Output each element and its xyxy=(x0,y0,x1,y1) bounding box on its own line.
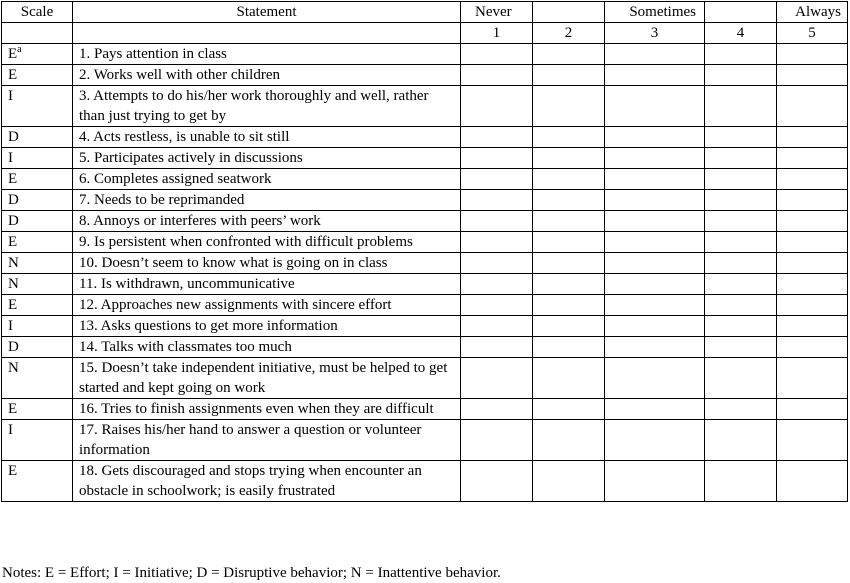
response-cell-3[interactable] xyxy=(605,169,705,190)
scale-cell xyxy=(2,148,73,169)
table-row xyxy=(2,127,848,148)
response-cell-2[interactable] xyxy=(533,295,605,316)
response-cell-5[interactable] xyxy=(777,295,848,316)
header-blank-2 xyxy=(533,2,605,23)
header-scale: Scale xyxy=(2,2,73,23)
statement-cell: 12. Approaches new assignments with sincere effort xyxy=(73,295,461,316)
statement-cell: 7. Needs to be reprimanded xyxy=(73,190,461,211)
scale-code: N xyxy=(8,360,19,376)
statement-cell: 17. Raises his/her hand to answer a question or volunteer information xyxy=(73,420,461,461)
scale-code: I xyxy=(8,318,13,334)
scale-cell xyxy=(2,86,73,127)
scale-code: I xyxy=(8,88,13,104)
response-cell-1[interactable] xyxy=(461,190,533,211)
scale-code: D xyxy=(8,192,19,208)
table-row xyxy=(2,148,848,169)
response-cell-4[interactable] xyxy=(705,169,777,190)
scale-code: E xyxy=(8,401,18,417)
behavior-rating-table xyxy=(1,1,848,502)
scale-cell xyxy=(2,420,73,461)
header-never: Never xyxy=(461,2,533,23)
response-cell-2[interactable] xyxy=(533,461,605,502)
response-cell-4[interactable] xyxy=(705,148,777,169)
response-cell-2[interactable] xyxy=(533,127,605,148)
table-notes: Notes: E = Effort; I = Initiative; D = Disruptive behavior; N = Inattentive behavior. xyxy=(2,565,501,581)
scale-cell xyxy=(2,295,73,316)
table-row xyxy=(2,461,848,502)
scale-code: D xyxy=(8,213,19,229)
response-cell-2[interactable] xyxy=(533,358,605,399)
response-cell-2[interactable] xyxy=(533,148,605,169)
response-cell-4[interactable] xyxy=(705,358,777,399)
response-cell-5[interactable] xyxy=(777,461,848,502)
table-row xyxy=(2,44,848,65)
scale-cell xyxy=(2,316,73,337)
footnote-marker: a xyxy=(17,44,22,55)
response-cell-1[interactable] xyxy=(461,232,533,253)
response-cell-2[interactable] xyxy=(533,211,605,232)
statement-cell: 9. Is persistent when confronted with difficult problems xyxy=(73,232,461,253)
response-cell-1[interactable] xyxy=(461,399,533,420)
response-cell-2[interactable] xyxy=(533,65,605,86)
table-row xyxy=(2,253,848,274)
response-cell-1[interactable] xyxy=(461,420,533,461)
response-cell-3[interactable] xyxy=(605,274,705,295)
response-cell-3[interactable] xyxy=(605,337,705,358)
response-cell-5[interactable] xyxy=(777,65,848,86)
statement-cell: 2. Works well with other children xyxy=(73,65,461,86)
response-cell-4[interactable] xyxy=(705,232,777,253)
scale-cell xyxy=(2,399,73,420)
response-cell-1[interactable] xyxy=(461,65,533,86)
response-cell-3[interactable] xyxy=(605,190,705,211)
table-row xyxy=(2,358,848,399)
response-cell-1[interactable] xyxy=(461,127,533,148)
response-cell-3[interactable] xyxy=(605,86,705,127)
statement-cell: 6. Completes assigned seatwork xyxy=(73,169,461,190)
response-cell-1[interactable] xyxy=(461,337,533,358)
response-cell-2[interactable] xyxy=(533,253,605,274)
statement-cell: 13. Asks questions to get more information xyxy=(73,316,461,337)
statement-cell: 15. Doesn’t take independent initiative, must be helped to get started and kept going on work xyxy=(73,358,461,399)
scale-number-5: 5 xyxy=(777,23,848,44)
statement-cell: 10. Doesn’t seem to know what is going on in class xyxy=(73,253,461,274)
scale-number-row xyxy=(2,23,848,44)
response-cell-3[interactable] xyxy=(605,461,705,502)
statement-cell: 3. Attempts to do his/her work thoroughly and well, rather than just trying to get by xyxy=(73,86,461,127)
response-cell-5[interactable] xyxy=(777,190,848,211)
response-cell-4[interactable] xyxy=(705,399,777,420)
response-cell-5[interactable] xyxy=(777,232,848,253)
statement-cell: 8. Annoys or interferes with peers’ work xyxy=(73,211,461,232)
scale-code: E xyxy=(8,171,18,187)
response-cell-1[interactable] xyxy=(461,253,533,274)
header-sometimes: Sometimes xyxy=(605,2,705,23)
response-cell-5[interactable] xyxy=(777,169,848,190)
header-blank-4 xyxy=(705,2,777,23)
response-cell-5[interactable] xyxy=(777,253,848,274)
scale-cell xyxy=(2,65,73,86)
response-cell-3[interactable] xyxy=(605,358,705,399)
scale-cell xyxy=(2,211,73,232)
response-cell-2[interactable] xyxy=(533,232,605,253)
scale-code: E xyxy=(8,297,18,313)
response-cell-1[interactable] xyxy=(461,358,533,399)
scale-cell xyxy=(2,44,73,65)
statement-cell: 5. Participates actively in discussions xyxy=(73,148,461,169)
statement-cell: 14. Talks with classmates too much xyxy=(73,337,461,358)
statement-cell: 18. Gets discouraged and stops trying when encounter an obstacle in schoolwork; is easily frustrated xyxy=(73,461,461,502)
response-cell-3[interactable] xyxy=(605,295,705,316)
response-cell-5[interactable] xyxy=(777,44,848,65)
statement-cell: 11. Is withdrawn, uncommunicative xyxy=(73,274,461,295)
response-cell-5[interactable] xyxy=(777,399,848,420)
response-cell-5[interactable] xyxy=(777,337,848,358)
table-row xyxy=(2,316,848,337)
response-cell-4[interactable] xyxy=(705,127,777,148)
response-cell-4[interactable] xyxy=(705,253,777,274)
scale-code: D xyxy=(8,129,19,145)
response-cell-4[interactable] xyxy=(705,461,777,502)
scale-code: E xyxy=(8,463,18,479)
table-row xyxy=(2,420,848,461)
response-cell-5[interactable] xyxy=(777,274,848,295)
response-cell-4[interactable] xyxy=(705,190,777,211)
scale-number-3: 3 xyxy=(605,23,705,44)
response-cell-3[interactable] xyxy=(605,44,705,65)
response-cell-4[interactable] xyxy=(705,295,777,316)
table-row xyxy=(2,232,848,253)
response-cell-1[interactable] xyxy=(461,461,533,502)
table-body xyxy=(2,44,848,502)
response-cell-3[interactable] xyxy=(605,253,705,274)
response-cell-3[interactable] xyxy=(605,399,705,420)
table-row xyxy=(2,169,848,190)
table-row xyxy=(2,65,848,86)
response-cell-5[interactable] xyxy=(777,420,848,461)
scale-code: E xyxy=(8,234,18,250)
header-statement: Statement xyxy=(73,2,461,23)
response-cell-4[interactable] xyxy=(705,316,777,337)
response-cell-3[interactable] xyxy=(605,127,705,148)
response-cell-5[interactable] xyxy=(777,86,848,127)
response-cell-2[interactable] xyxy=(533,420,605,461)
scale-code: I xyxy=(8,422,13,438)
table-row xyxy=(2,295,848,316)
scale-number-2: 2 xyxy=(533,23,605,44)
scale-cell xyxy=(2,337,73,358)
response-cell-4[interactable] xyxy=(705,44,777,65)
scale-cell xyxy=(2,253,73,274)
scale-cell xyxy=(2,358,73,399)
response-cell-3[interactable] xyxy=(605,65,705,86)
response-cell-5[interactable] xyxy=(777,211,848,232)
number-row-blank-statement xyxy=(73,23,461,44)
response-cell-2[interactable] xyxy=(533,44,605,65)
response-cell-2[interactable] xyxy=(533,190,605,211)
header-always: Always xyxy=(777,2,848,23)
response-cell-3[interactable] xyxy=(605,316,705,337)
response-cell-3[interactable] xyxy=(605,148,705,169)
scale-cell xyxy=(2,169,73,190)
response-cell-5[interactable] xyxy=(777,148,848,169)
response-cell-3[interactable] xyxy=(605,232,705,253)
response-cell-5[interactable] xyxy=(777,127,848,148)
table-row xyxy=(2,337,848,358)
response-cell-5[interactable] xyxy=(777,316,848,337)
response-cell-4[interactable] xyxy=(705,211,777,232)
response-cell-2[interactable] xyxy=(533,86,605,127)
scale-code: D xyxy=(8,339,19,355)
response-cell-3[interactable] xyxy=(605,211,705,232)
response-cell-5[interactable] xyxy=(777,358,848,399)
table-row xyxy=(2,274,848,295)
response-cell-4[interactable] xyxy=(705,420,777,461)
header-row xyxy=(2,2,848,23)
table-row xyxy=(2,190,848,211)
response-cell-1[interactable] xyxy=(461,86,533,127)
response-cell-1[interactable] xyxy=(461,295,533,316)
scale-cell xyxy=(2,274,73,295)
response-cell-1[interactable] xyxy=(461,44,533,65)
response-cell-4[interactable] xyxy=(705,274,777,295)
scale-code: N xyxy=(8,276,19,292)
response-cell-2[interactable] xyxy=(533,399,605,420)
table-row xyxy=(2,399,848,420)
scale-cell xyxy=(2,190,73,211)
scale-number-4: 4 xyxy=(705,23,777,44)
response-cell-4[interactable] xyxy=(705,65,777,86)
response-cell-1[interactable] xyxy=(461,148,533,169)
statement-cell: 1. Pays attention in class xyxy=(73,44,461,65)
scale-number-1: 1 xyxy=(461,23,533,44)
statement-cell: 16. Tries to finish assignments even when they are difficult xyxy=(73,399,461,420)
scale-code: E xyxy=(8,67,18,83)
scale-code: E xyxy=(8,46,18,62)
response-cell-1[interactable] xyxy=(461,316,533,337)
response-cell-2[interactable] xyxy=(533,274,605,295)
response-cell-2[interactable] xyxy=(533,337,605,358)
response-cell-2[interactable] xyxy=(533,169,605,190)
scale-code: N xyxy=(8,255,19,271)
response-cell-3[interactable] xyxy=(605,420,705,461)
number-row-blank-scale xyxy=(2,23,73,44)
response-cell-4[interactable] xyxy=(705,337,777,358)
response-cell-1[interactable] xyxy=(461,274,533,295)
table-row xyxy=(2,86,848,127)
table-row xyxy=(2,211,848,232)
statement-cell: 4. Acts restless, is unable to sit still xyxy=(73,127,461,148)
scale-cell xyxy=(2,127,73,148)
response-cell-2[interactable] xyxy=(533,316,605,337)
response-cell-1[interactable] xyxy=(461,169,533,190)
scale-cell xyxy=(2,461,73,502)
scale-code: I xyxy=(8,150,13,166)
scale-cell xyxy=(2,232,73,253)
response-cell-4[interactable] xyxy=(705,86,777,127)
response-cell-1[interactable] xyxy=(461,211,533,232)
